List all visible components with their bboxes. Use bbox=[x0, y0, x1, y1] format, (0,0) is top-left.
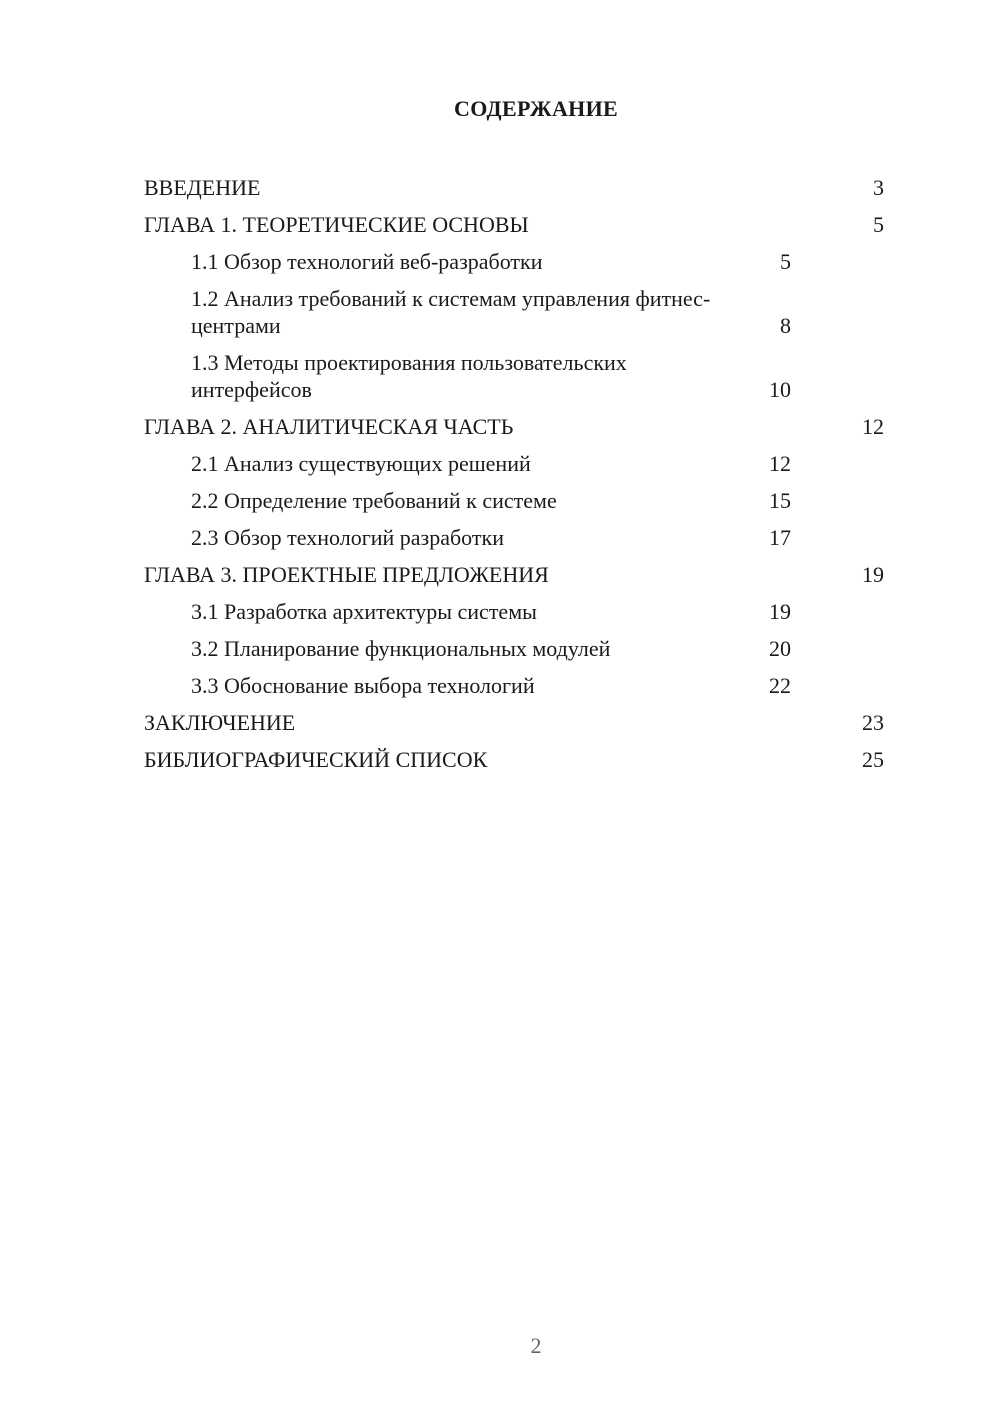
toc-entry-page: 19 bbox=[769, 599, 791, 624]
toc-entry-label: ГЛАВА 1. ТЕОРЕТИЧЕСКИЕ ОСНОВЫ bbox=[144, 212, 529, 237]
toc-entry bbox=[144, 408, 918, 445]
toc-entry bbox=[144, 667, 918, 704]
toc-entry-page: 22 bbox=[769, 673, 791, 698]
toc-entry-page: 23 bbox=[862, 710, 884, 735]
toc-entry-page: 17 bbox=[769, 525, 791, 550]
toc-entry-label: 3.3 Обоснование выбора технологий bbox=[191, 673, 535, 698]
toc-entry bbox=[144, 243, 918, 280]
toc-entry-label: 3.2 Планирование функциональных модулей bbox=[191, 636, 611, 661]
toc-entry bbox=[144, 482, 918, 519]
table-of-contents bbox=[144, 169, 918, 778]
toc-entry bbox=[144, 556, 918, 593]
toc-entry bbox=[144, 169, 918, 206]
toc-entry-label: ГЛАВА 2. АНАЛИТИЧЕСКАЯ ЧАСТЬ bbox=[144, 414, 514, 439]
toc-entry bbox=[144, 630, 918, 667]
toc-entry-page: 20 bbox=[769, 636, 791, 661]
toc-entry-page: 12 bbox=[769, 451, 791, 476]
toc-entry bbox=[144, 741, 918, 778]
toc-entry bbox=[144, 593, 918, 630]
toc-entry-label: 3.1 Разработка архитектуры системы bbox=[191, 599, 537, 624]
toc-entry-page: 19 bbox=[862, 562, 884, 587]
toc-entry-label: ГЛАВА 3. ПРОЕКТНЫЕ ПРЕДЛОЖЕНИЯ bbox=[144, 562, 549, 587]
toc-entry bbox=[144, 445, 918, 482]
toc-entry-label: 1.1 Обзор технологий веб-разработки bbox=[191, 249, 543, 274]
toc-entry-page: 8 bbox=[780, 313, 791, 338]
toc-entry-page: 12 bbox=[862, 414, 884, 439]
toc-entry-page: 25 bbox=[862, 747, 884, 772]
toc-entry-label: 1.2 Анализ требований к системам управления фитнес-центрами bbox=[191, 286, 711, 338]
toc-entry-label: ВВЕДЕНИЕ bbox=[144, 175, 261, 200]
toc-entry-label: ЗАКЛЮЧЕНИЕ bbox=[144, 710, 296, 735]
toc-entry bbox=[144, 280, 918, 344]
toc-entry-page: 5 bbox=[780, 249, 791, 274]
page-number: 2 bbox=[530, 1333, 542, 1358]
toc-entry-page: 3 bbox=[873, 175, 884, 200]
toc-entry bbox=[144, 519, 918, 556]
toc-entry-label: БИБЛИОГРАФИЧЕСКИЙ СПИСОК bbox=[144, 747, 488, 772]
toc-entry-label: 2.1 Анализ существующих решений bbox=[191, 451, 531, 476]
toc-entry-label: 2.3 Обзор технологий разработки bbox=[191, 525, 504, 550]
toc-entry-page: 10 bbox=[769, 377, 791, 402]
toc-entry-label: 2.2 Определение требований к системе bbox=[191, 488, 557, 513]
toc-entry bbox=[144, 704, 918, 741]
toc-entry bbox=[144, 344, 918, 408]
toc-title: СОДЕРЖАНИЕ bbox=[454, 96, 618, 121]
toc-entry-label: 1.3 Методы проектирования пользовательских интерфейсов bbox=[191, 350, 627, 402]
toc-entry bbox=[144, 206, 918, 243]
toc-entry-page: 15 bbox=[769, 488, 791, 513]
toc-entry-page: 5 bbox=[873, 212, 884, 237]
